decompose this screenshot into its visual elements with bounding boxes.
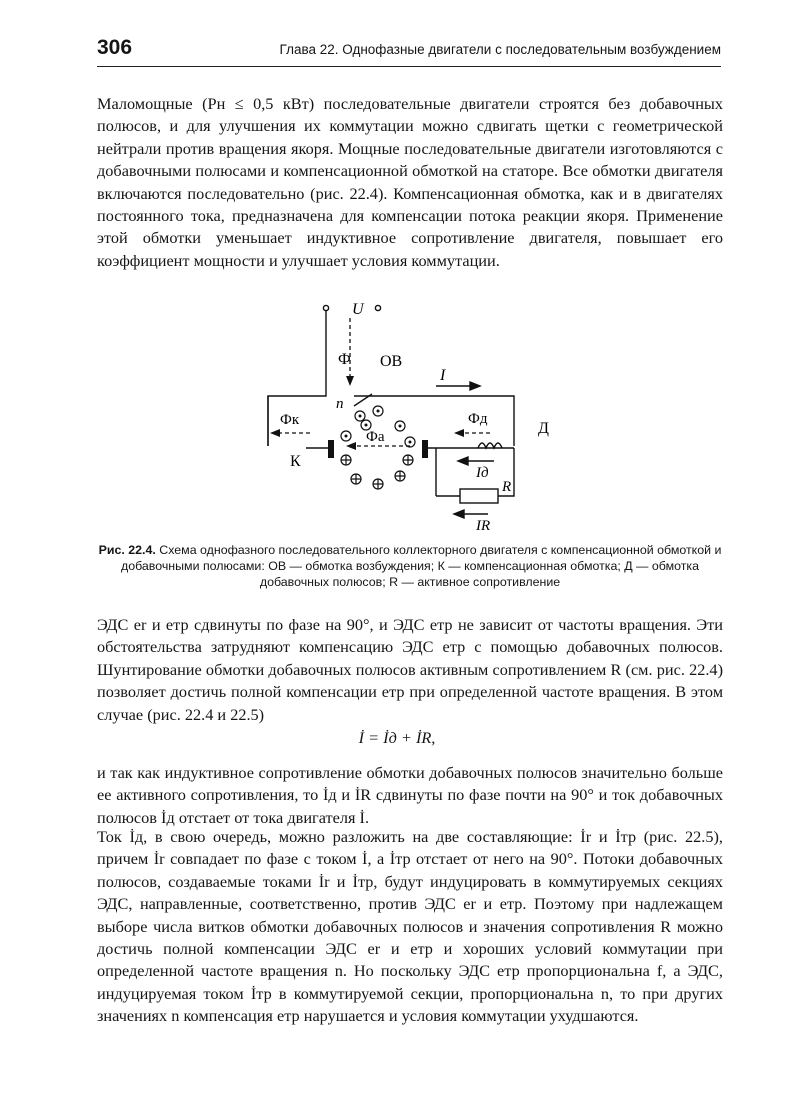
label-i: I xyxy=(440,367,446,384)
brush-right xyxy=(422,440,428,458)
page-number: 306 xyxy=(97,36,133,59)
header-rule xyxy=(97,66,721,67)
arrowhead-a xyxy=(346,442,356,450)
running-header xyxy=(97,36,721,66)
label-id: Iд xyxy=(476,465,489,481)
brush-left xyxy=(328,440,334,458)
terminal-right xyxy=(375,305,380,310)
figure-22-4 xyxy=(250,296,570,536)
arrowhead-d xyxy=(454,429,464,437)
terminal-left xyxy=(323,305,328,310)
arrowhead-phi xyxy=(346,376,354,386)
label-r: R xyxy=(502,479,512,495)
label-phi-a: Фa xyxy=(366,429,385,445)
resistor xyxy=(460,489,498,503)
chapter-title: Глава 22. Однофазные двигатели с последовательным возбуждением xyxy=(279,42,721,57)
label-phi-k: Фк xyxy=(280,412,300,428)
caption-text: Схема однофазного последовательного коллекторного двигателя с компенсационной обмоткой и добавочными полюсами: ОВ — обмотка возбуждения; К — компенсационная обмотка; Д — обмотка добавочных полюсов; R — активное сопротивление xyxy=(120,543,722,589)
coil-d xyxy=(478,443,502,448)
label-ov: ОВ xyxy=(380,353,403,370)
arrowhead-k xyxy=(270,429,280,437)
label-ir: IR xyxy=(476,518,491,534)
label-u: U xyxy=(352,301,364,318)
paragraph-2: ЭДС er и eтр сдвинуты по фазе на 90°, и ЭДС eтр не зависит от частоты вращения. Эти обстоятельства затрудняют компенсацию ЭДС eтр с помощью добавочных полюсов. Шунтирование обмотки добавочных полюсов активным сопротивлением R (см. рис. 22.4) позволяет достичь полной компенсации eтр при определенной частоте вращения. В этом случае (рис. 22.4 и 22.5) xyxy=(97,615,723,724)
label-n: n xyxy=(336,396,344,412)
label-k: К xyxy=(290,453,301,470)
label-phi: Ф xyxy=(338,351,351,368)
caption-label: Рис. 22.4. xyxy=(98,543,156,557)
label-phi-d: Фд xyxy=(468,411,488,427)
paragraph-4: Ток İд, в свою очередь, можно разложить на две составляющие: İr и İтр (рис. 22.5), причем İr совпадает по фазе с током İ, а İтр отстает от него на 90°. Потоки добавочных полюсов, создаваемые токами İr и İтр, будут индуцировать в коммутируемых секциях ЭДС, направленные, соответственно, против ЭДС er и eтр. Поэтому при надлежащем выборе числа витков обмотки добавочных полюсов и значения сопротивления R можно достичь полной компенсации ЭДС er и eтр и хороших условий коммутации при определенной частоте вращения n. Но поскольку ЭДС eтр пропорциональна f, а ЭДС, индуцируемая током İтр в коммутируемой секции, пропорциональна n, то при других значениях n компенсация eтр нарушается и условия коммутации ухудшаются. xyxy=(97,827,723,1026)
paragraph-3: и так как индуктивное сопротивление обмотки добавочных полюсов значительно больше ее активного сопротивления, то İд и İR сдвинуты по фазе почти на 90° и ток добавочных полюсов İд отстает от тока двигателя İ. xyxy=(97,763,723,827)
circuit-diagram xyxy=(250,296,570,536)
formula-current-sum: İ = İд + İR, xyxy=(358,728,436,747)
label-d: Д xyxy=(538,420,549,437)
conductor-crosses xyxy=(341,455,413,489)
paragraph-1: Маломощные (Pн ≤ 0,5 кВт) последовательные двигатели строятся без добавочных полюсов, и для улучшения их коммутации можно сдвигать щетки с геометрической нейтрали против вращения якоря. Мощные последовательные двигатели изготовляются с добавочными полюсами и компенсационной обмоткой на статоре. Все обмотки двигателя включаются последовательно (рис. 22.4). Компенсационная обмотка, как и в двигателях постоянного тока, предназначена для компенсации потока реакции якоря. Применение этой обмотки уменьшает индуктивное сопротивление двигателя, повышает его коэффициент мощности и улучшает условия коммутации. xyxy=(97,94,723,270)
figure-caption xyxy=(97,542,723,590)
